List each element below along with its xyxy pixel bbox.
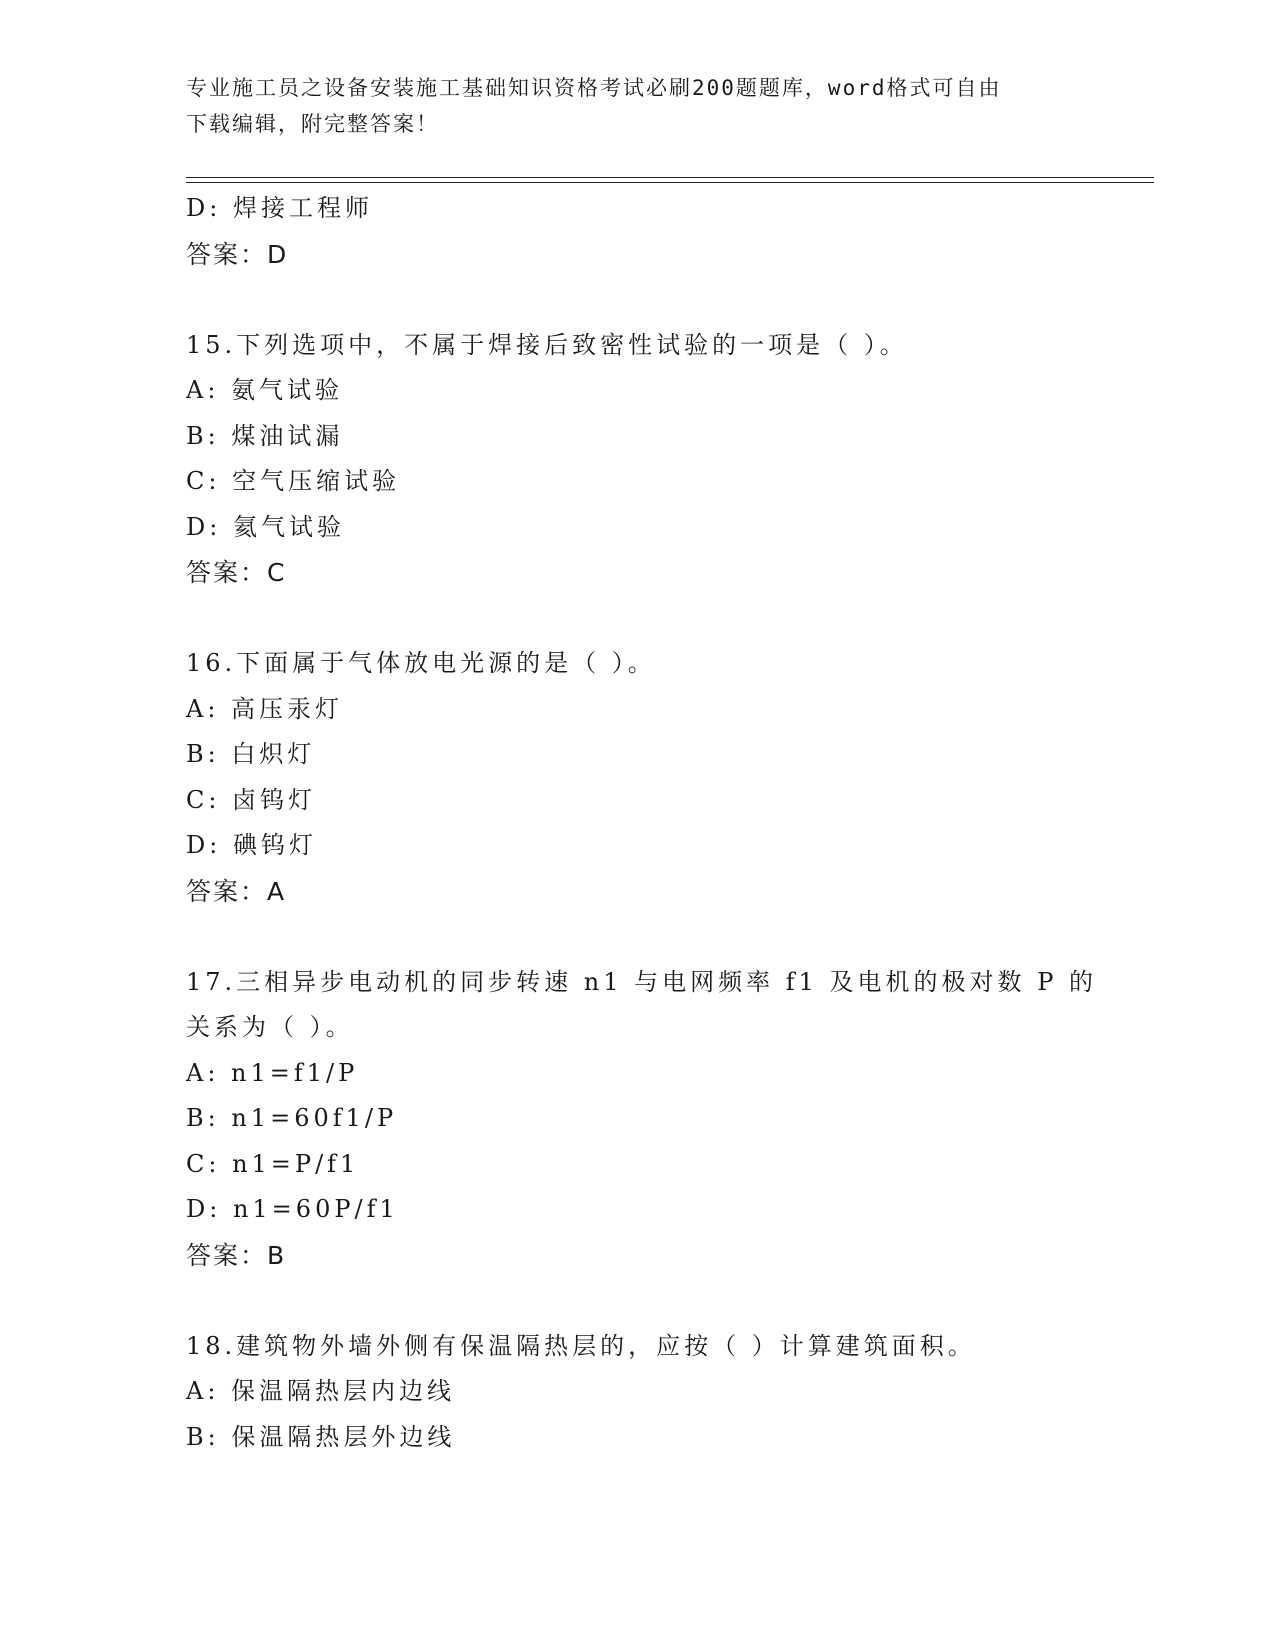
option-d: D: 氦气试验 xyxy=(186,512,345,541)
question-title-line-1: 17.三相异步电动机的同步转速 n1 与电网频率 f1 及电机的极对数 P 的 xyxy=(186,967,1097,996)
option-b: B: n1=60f1/P xyxy=(186,1104,398,1132)
option-b: B: 保温隔热层外边线 xyxy=(186,1422,456,1451)
answer: 答案：C xyxy=(186,558,287,587)
answer: 答案：A xyxy=(186,876,287,906)
question-18 xyxy=(186,1324,1096,1461)
question-title: 15.下列选项中，不属于焊接后致密性试验的一项是（ ）。 xyxy=(186,330,908,359)
question-title: 16.下面属于气体放电光源的是（ ）。 xyxy=(186,649,656,677)
option-a: A: 氨气试验 xyxy=(186,376,344,404)
option-b: B: 煤油试漏 xyxy=(186,421,344,450)
question-16 xyxy=(186,641,1096,914)
question-15 xyxy=(186,323,1096,596)
option-c: C: 空气压缩试验 xyxy=(186,467,401,495)
option-d: D: n1=60P/f1 xyxy=(186,1195,399,1223)
option-c: C: 卤钨灯 xyxy=(186,785,317,814)
question-list xyxy=(186,186,1096,1460)
question-title-line-2: 关系为（ ）。 xyxy=(186,1013,354,1041)
option-a: A: 保温隔热层内边线 xyxy=(186,1377,456,1405)
question-title: 18.建筑物外墙外侧有保温隔热层的，应按（ ）计算建筑面积。 xyxy=(186,1331,976,1360)
option-a: A: 高压汞灯 xyxy=(186,694,344,723)
option-a: A: n1=f1/P xyxy=(186,1058,359,1087)
spacer xyxy=(186,1278,1096,1324)
spacer xyxy=(186,277,1096,323)
document-header xyxy=(186,70,1086,142)
spacer xyxy=(186,914,1096,960)
question-17 xyxy=(186,960,1096,1279)
carryover-answer: 答案：D xyxy=(186,239,289,269)
header-divider-top xyxy=(186,177,1154,178)
option-c: C: n1=P/f1 xyxy=(186,1149,360,1178)
carryover-option-d: D: 焊接工程师 xyxy=(186,194,373,222)
answer: 答案：B xyxy=(186,1240,287,1270)
option-d: D: 碘钨灯 xyxy=(186,831,317,859)
header-divider-bottom xyxy=(186,182,1154,183)
spacer xyxy=(186,596,1096,642)
option-b: B: 白炽灯 xyxy=(186,740,316,768)
header-line-1: 专业施工员之设备安装施工基础知识资格考试必刷200题题库，word格式可自由 xyxy=(186,76,1002,100)
header-line-2: 下载编辑，附完整答案！ xyxy=(186,112,439,136)
